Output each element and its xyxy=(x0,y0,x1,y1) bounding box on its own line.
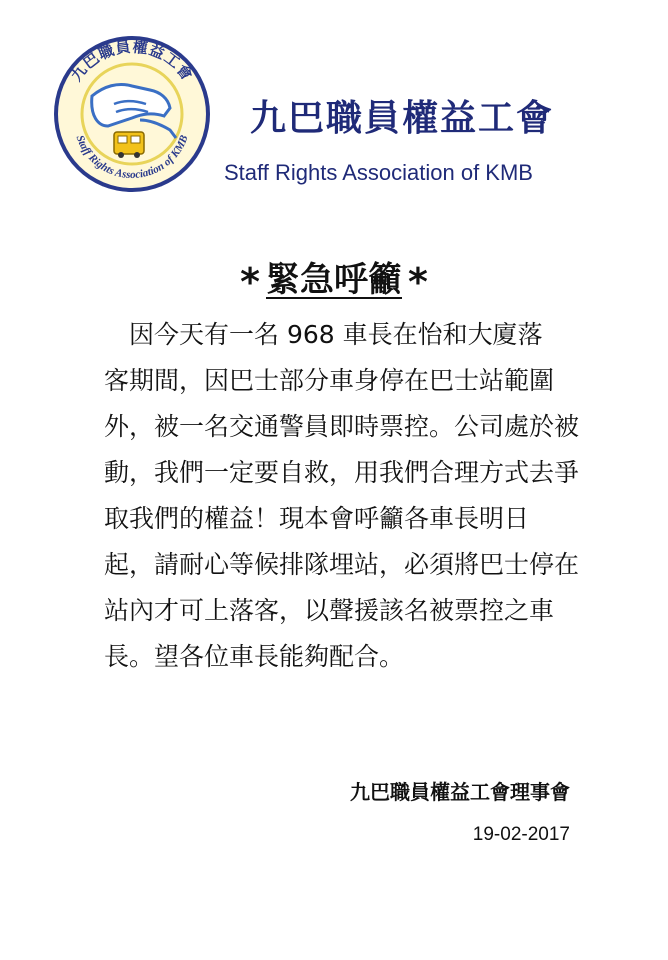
notice-title xyxy=(0,252,668,304)
body-line: 站內才可上落客，以聲援該名被票控之車 xyxy=(104,596,555,625)
bus-icon xyxy=(114,132,144,158)
body-line: 起，請耐心等候排隊埋站，必須將巴士停在 xyxy=(104,550,580,579)
notice-date: 19-02-2017 xyxy=(472,824,570,845)
title-star-left: * xyxy=(240,260,260,304)
body-line: 客期間，因巴士部分車身停在巴士站範圍 xyxy=(104,366,555,395)
title-star-right: * xyxy=(408,260,428,304)
signature: 九巴職員權益工會理事會 xyxy=(350,780,570,804)
association-logo xyxy=(52,34,212,194)
logo-text-en: Staff Rights Association of KMB xyxy=(73,133,191,182)
notice-body xyxy=(104,312,580,680)
body-line: 因今天有一名 968 車長在怡和大廈落 xyxy=(104,320,543,349)
title-text: 緊急呼籲 xyxy=(266,260,402,300)
org-name-chinese: 九巴職員權益工會 xyxy=(250,98,555,139)
org-name-english: Staff Rights Association of KMB xyxy=(224,160,533,185)
body-line: 取我們的權益！現本會呼籲各車長明日 xyxy=(104,504,530,533)
body-line: 外，被一名交通警員即時票控。公司處於被 xyxy=(104,412,580,441)
body-line: 長。望各位車長能夠配合。 xyxy=(104,642,405,671)
body-line: 動，我們一定要自救，用我們合理方式去爭 xyxy=(104,458,580,487)
logo-text-cn: 九巴職員權益工會 xyxy=(67,37,197,85)
